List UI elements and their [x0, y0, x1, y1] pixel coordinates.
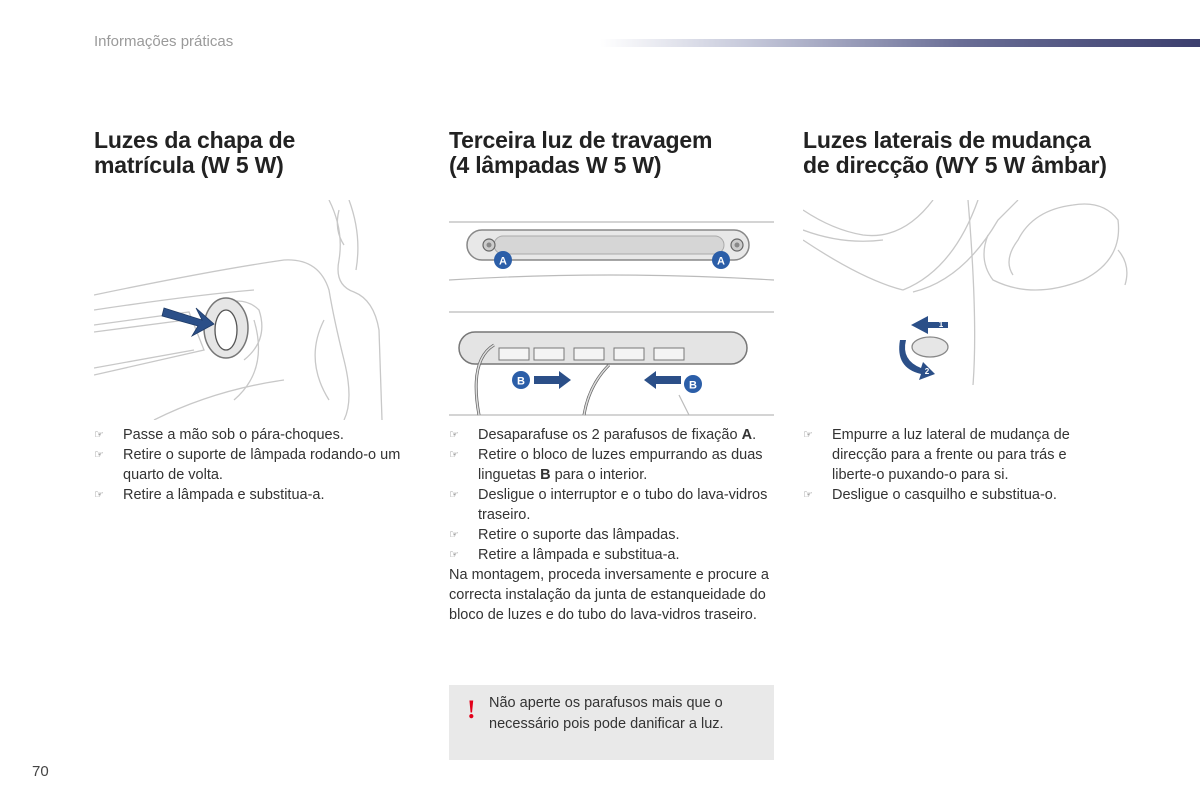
list-item: ☞ Desaparafuse os 2 parafusos de fixação A. [449, 427, 757, 443]
pointing-hand-icon: ☞ [449, 529, 459, 541]
side-indicator-illustration [803, 200, 1133, 420]
pointing-hand-icon: ☞ [449, 429, 459, 441]
license-plate-illustration [94, 200, 424, 420]
list-item: ☞ Empurre a luz lateral de mudança de direcção para a frente ou para trás e liberte-o puxando-o para si. [803, 427, 1070, 483]
pointing-hand-icon: ☞ [803, 429, 813, 441]
list-item: ☞ Passe a mão sob o pára-choques. [94, 427, 344, 443]
steps-third-brake-light [449, 425, 779, 625]
section-label: Informações práticas [94, 33, 234, 50]
pointing-hand-icon: ☞ [449, 549, 459, 561]
arrow-label-2: 2 [924, 367, 930, 376]
reassembly-note: Na montagem, proceda inversamente e procure a correcta instalação da junta de estanqueidade do bloco de luzes e do tubo do lava-vidros traseiro. [449, 567, 769, 623]
section-title-third-brake-light: Terceira luz de travagem (4 lâmpadas W 5 W) [449, 127, 713, 178]
label-a-right: A [717, 255, 725, 268]
pointing-hand-icon: ☞ [94, 489, 104, 501]
list-item: ☞ Retire o bloco de luzes empurrando as duas linguetas B para o interior. [449, 447, 763, 483]
pointing-hand-icon: ☞ [94, 429, 104, 441]
page-number: 70 [32, 763, 49, 780]
label-b-right: B [689, 379, 697, 392]
arrow-label-1: 1 [938, 320, 944, 329]
pointing-hand-icon: ☞ [449, 449, 459, 461]
column-third-brake-light [449, 127, 779, 623]
list-item: ☞ Desligue o interruptor e o tubo do lava-vidros traseiro. [449, 487, 768, 523]
list-item: ☞ Desligue o casquilho e substitua-o. [803, 487, 1057, 503]
section-title-license-plate: Luzes da chapa de matrícula (W 5 W) [94, 127, 296, 178]
label-b-left: B [517, 375, 525, 388]
label-a-left: A [499, 255, 507, 268]
column-license-plate-lights [94, 127, 424, 503]
exclamation-icon: ! [467, 695, 476, 724]
list-item: ☞ Retire o suporte de lâmpada rodando-o um quarto de volta. [94, 447, 401, 483]
list-item: ☞ Retire a lâmpada e substitua-a. [94, 487, 325, 503]
pointing-hand-icon: ☞ [449, 489, 459, 501]
steps-side-indicators [803, 425, 1093, 505]
third-brake-light-illustration [449, 200, 779, 420]
list-item: ☞ Retire a lâmpada e substitua-a. [449, 547, 680, 563]
warning-text: Não aperte os parafusos mais que o necessário pois pode danificar a luz. [489, 695, 724, 732]
pointing-hand-icon: ☞ [94, 449, 104, 461]
list-item: ☞ Retire o suporte das lâmpadas. [449, 527, 680, 543]
header-bar [600, 39, 1200, 47]
section-title-side-indicators: Luzes laterais de mudança de direcção (WY 5 W âmbar) [803, 127, 1107, 178]
warning-box [449, 685, 774, 760]
column-side-indicators [803, 127, 1133, 503]
steps-license-plate [94, 425, 424, 505]
pointing-hand-icon: ☞ [803, 489, 813, 501]
